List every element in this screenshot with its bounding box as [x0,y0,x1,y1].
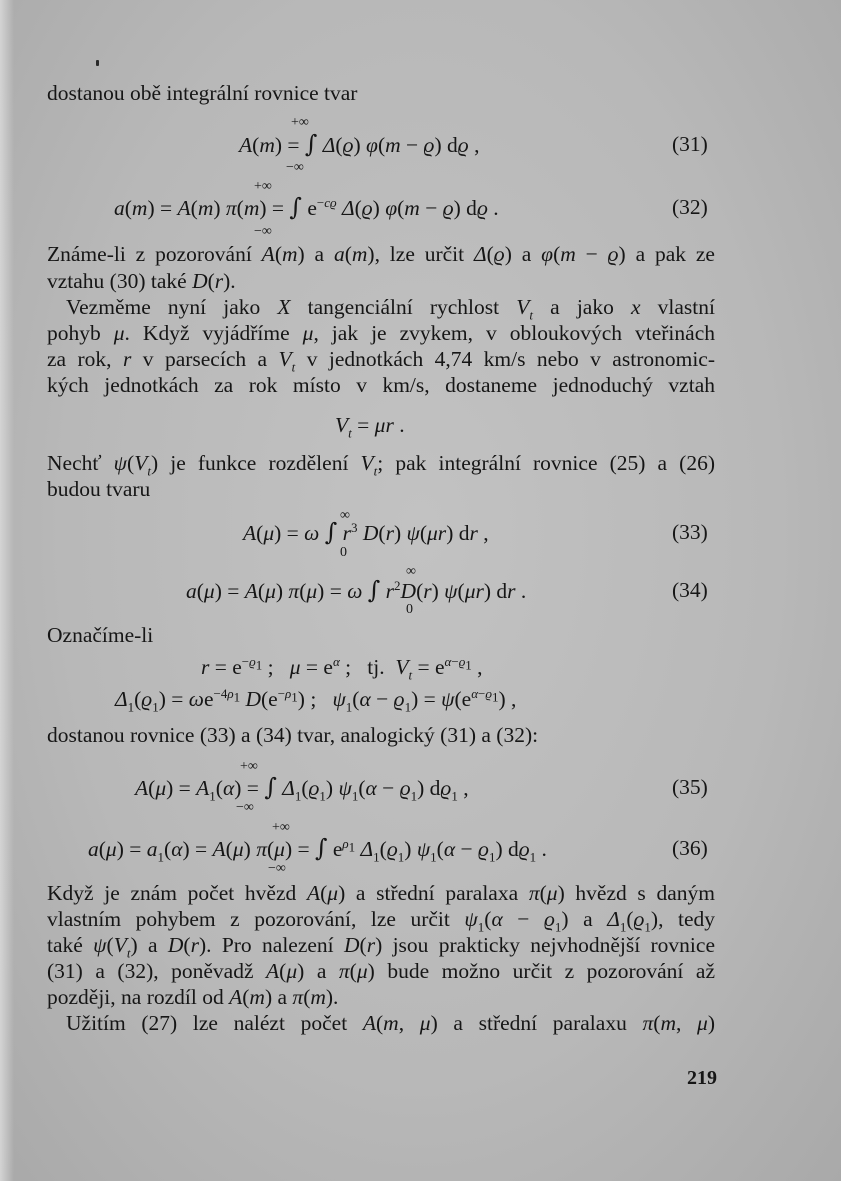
text-line: Když je znám počet hvězd A(μ) a střední paralaxa π(μ) hvězd s daným [47,881,715,905]
lower-limit: −∞ [254,224,272,239]
text-line: Vezměme nyní jako X tangenciální rychlost $V_t$ a jako x vlastní [66,295,715,323]
text-line: (31) a (32), poněvadž A(μ) a π(μ) bude možno určit z pozorování až [47,959,715,983]
equation-definitions-2: $\Delta_1(ϱ_1) = \omega e^{-4\rho_1}$ $D(e^{-\rho_1})$ ; $\psi_1(\alpha - ϱ_1) = \psi(e^{\alpha-ϱ_1})$ , [115,685,517,715]
text-line: Označíme-li [47,623,154,647]
text-line: také $\psi(V_t)$ a D(r). Pro nalezení D(r) jsou prakticky nejvhodnější rovnice [47,933,715,961]
equation-vt: $V_t = \mu r$ . [335,413,405,441]
equation-number: (36) [672,836,708,860]
equation-body: a(m) = A(m) π(m) = ∫ $e^{-cϱ}$ Δ(ϱ) φ(m − ϱ) dϱ . [114,193,499,221]
lower-limit: −∞ [236,800,254,815]
text-line: budou tvaru [47,477,151,501]
equation-number: (31) [672,132,708,156]
equation-body: a(μ) = A(μ) π(μ) = ω ∫ $r^2D(r)$ ψ(μr) dr . [186,576,527,604]
equation-body: $a(\mu) = a_1(\alpha) = A(\mu) \pi(\mu)$ = ∫ $e^{\rho_1}$ $\Delta_1(ϱ_1) \psi_1(\alpha - ϱ_1)$ $dϱ_1$ . [88,834,547,865]
text-line: vlastním pohybem z pozorování, lze určit $\psi_1(\alpha - ϱ_1)$ a $\Delta_1(ϱ_1)$, tedy [47,907,715,935]
text-line: Užitím (27) lze nalézt počet A(m, μ) a střední paralaxu π(m, μ) [66,1011,716,1035]
equation-number: (33) [672,520,708,544]
upper-limit: ∞ [340,508,350,523]
equation-number: (32) [672,195,708,219]
text-line: za rok, r v parsecích a $V_t$ v jednotkách 4,74 km/s nebo v astronomic- [47,347,715,375]
equation-body: A(μ) = ω ∫ $r^3$ D(r) ψ(μr) dr , [243,518,489,546]
lower-limit: −∞ [286,160,304,175]
equation-body: $A(\mu) = A_1(\alpha)$ = ∫ $\Delta_1(ϱ_1) \psi_1(\alpha - ϱ_1)$ $dϱ_1$ , [135,773,469,804]
text-line: pohyb μ. Když vyjádříme μ, jak je zvykem, v obloukových vteřinách [47,321,715,345]
text-line: Nechť $\psi(V_t)$ je funkce rozdělení $V_t$; pak integrální rovnice (25) a (26) [47,451,715,479]
lower-limit: −∞ [268,861,286,876]
scan-speck [96,60,99,66]
upper-limit: +∞ [272,820,290,835]
page-number: 219 [687,1067,717,1089]
text-line: Známe-li z pozorování A(m) a a(m), lze určit Δ(ϱ) a φ(m − ϱ) a pak ze [47,242,715,266]
upper-limit: +∞ [291,115,309,130]
text-line: dostanou rovnice (33) a (34) tvar, analogický (31) a (32): [47,723,539,747]
equation-body: A(m) = ∫ Δ(ϱ) φ(m − ϱ) dϱ , [239,130,480,158]
equation-number: (34) [672,578,708,602]
text-line: kých jednotkách za rok místo v km/s, dostaneme jednoduchý vztah [47,373,715,397]
equation-definitions-1: $r = e^{-ϱ_1}$ ; $\mu = e^\alpha$ ; tj. $V_t = e^{\alpha-ϱ_1}$ , [201,653,483,683]
text-line: později, na rozdíl od A(m) a π(m). [47,985,339,1009]
lower-limit: 0 [340,545,347,560]
text-line: dostanou obě integrální rovnice tvar [47,81,358,105]
equation-number: (35) [672,775,708,799]
text-line: vztahu (30) také D(r). [47,269,236,293]
lower-limit: 0 [406,602,413,617]
upper-limit: +∞ [254,179,272,194]
upper-limit: ∞ [406,564,416,579]
upper-limit: +∞ [240,759,258,774]
